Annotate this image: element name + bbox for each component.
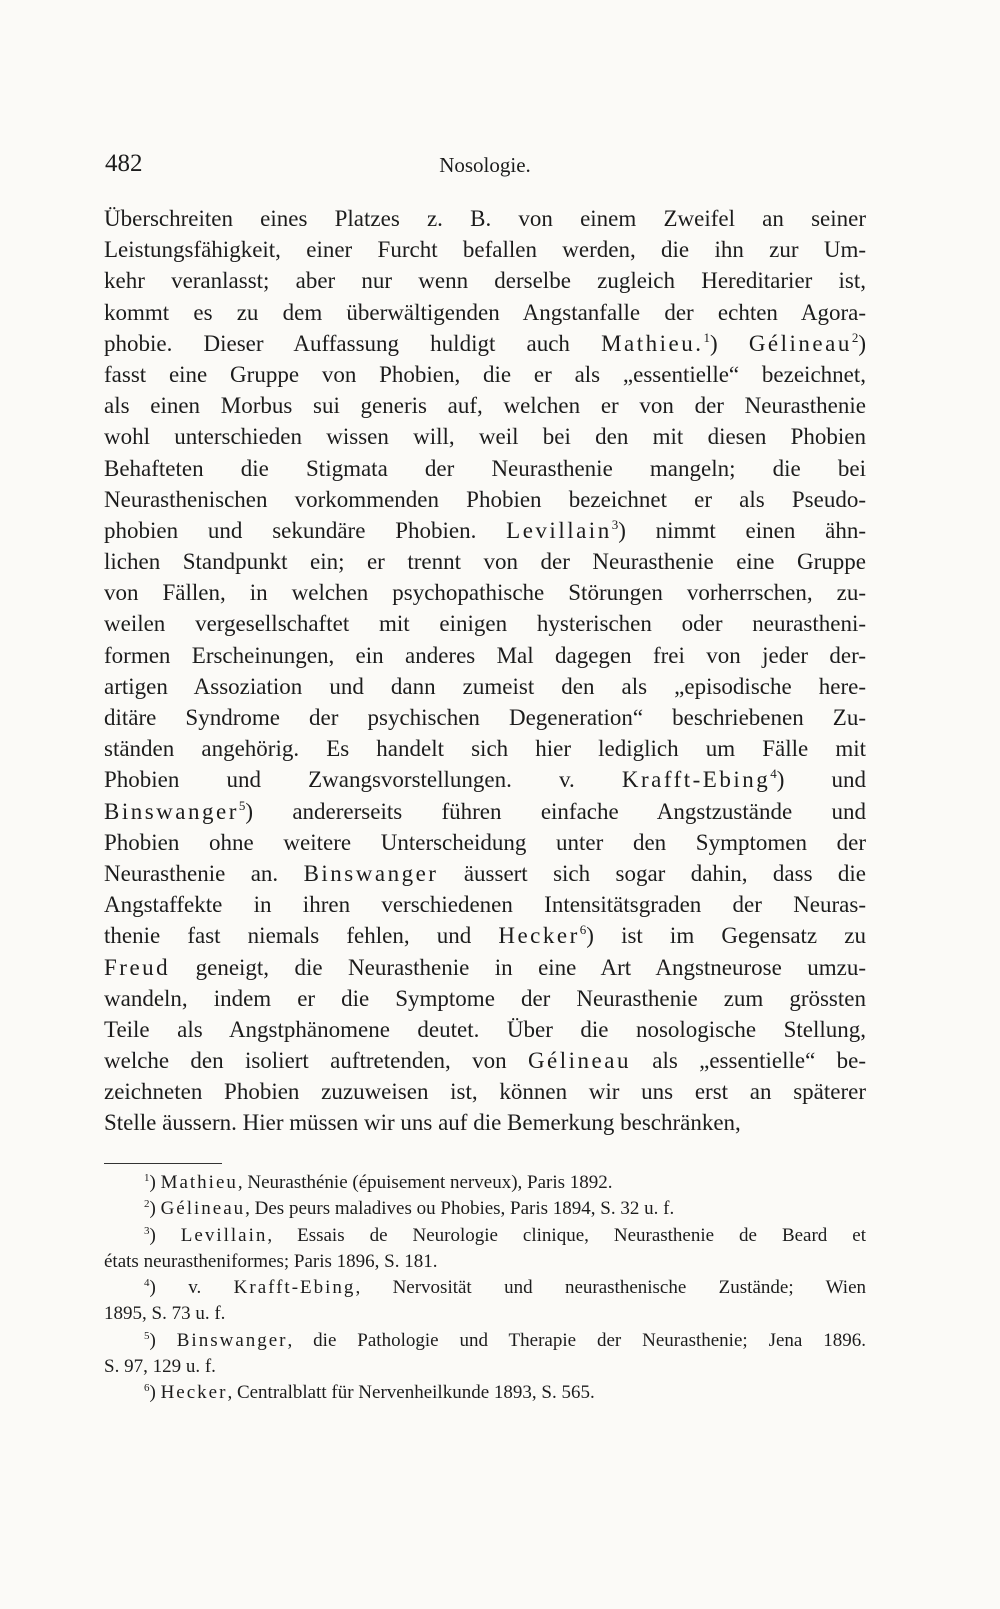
- text-line: kehr veranlasst; aber nur wenn derselbe zugleich Hereditarier ist,: [104, 268, 866, 294]
- footnote-marker: 6: [144, 1382, 150, 1395]
- footnote-prefix: v.: [188, 1277, 202, 1299]
- text-line: Teile als Angstphänomene deutet. Über die nosologische Stellung,: [104, 1016, 866, 1042]
- footnote-ref: 3: [611, 516, 619, 532]
- footnote-text: , Centralblatt für Nervenheilkunde 1893, S. 565.: [227, 1382, 595, 1404]
- footnote-5: $^5$) Binswanger, die Pathologie und Therapie der Neurasthenie; Jena 1896.: [144, 1329, 867, 1351]
- footnote-marker: 3: [144, 1224, 150, 1237]
- footnote-marker: 2: [144, 1198, 150, 1211]
- text-line: [104, 328, 866, 359]
- author-name: Mathieu.: [601, 330, 704, 356]
- author-name: Hecker: [498, 923, 580, 949]
- text-fragment: als „essentielle“ be-: [652, 1048, 867, 1074]
- text-fragment: ) und: [776, 767, 866, 793]
- text-line: Leistungsfähigkeit, einer Furcht befallen werden, die ihn zur Um-: [104, 237, 866, 263]
- text-line: ditäre Syndrome der psychischen Degeneration“ beschriebenen Zu-: [104, 705, 866, 730]
- text-line: Phobien ohne weitere Unterscheidung unter den Symptomen der: [104, 829, 866, 855]
- footnote-ref-paren: ): [709, 330, 718, 356]
- footnote-author: Hecker: [160, 1382, 228, 1404]
- text-line: artigen Assoziation und dann zumeist den als „episodische here-: [104, 673, 866, 699]
- footnote-3-continued: états neurastheniformes; Paris 1896, S. 181.: [104, 1250, 438, 1272]
- footnote-text: , Nervosität und neurasthenische Zustände; Wien: [355, 1277, 867, 1299]
- text-line: Stelle äussern. Hier müssen wir uns auf die Bemerkung beschränken,: [104, 1110, 741, 1136]
- text-line: Angstaffekte in ihren verschiedenen Intensitätsgraden der Neuras-: [104, 892, 866, 918]
- text-line: Behafteten die Stigmata der Neurasthenie mangeln; die bei: [104, 455, 866, 481]
- text-line: [104, 920, 866, 951]
- footnote-text: , die Pathologie und Therapie der Neurasthenie; Jena 1896.: [287, 1329, 867, 1351]
- text-line: fasst eine Gruppe von Phobien, die er als „essentielle“ bezeichnet,: [104, 361, 866, 387]
- footnote-marker: 4: [144, 1277, 150, 1290]
- author-name: Gélineau: [748, 330, 852, 356]
- text-fragment: welche den isoliert auftretenden, von: [104, 1048, 507, 1074]
- text-line: wohl unterschieden wissen will, weil bei den mit diesen Phobien: [104, 424, 866, 450]
- footnote-author: Gélineau: [160, 1198, 246, 1220]
- footnote-text: , Neurasthénie (épuisement nerveux), Paris 1892.: [237, 1172, 613, 1193]
- footnote-author: Mathieu: [160, 1172, 238, 1193]
- text-line: zeichneten Phobien zuzuweisen ist, können wir uns erst an späterer: [104, 1079, 866, 1105]
- body-text: [104, 203, 866, 1139]
- text-line: Neurasthenischen vorkommenden Phobien bezeichnet er als Pseudo-: [104, 486, 866, 512]
- text-line: kommt es zu dem überwältigenden Angstanfalle der echten Agora-: [104, 299, 866, 325]
- footnote-ref: 4: [770, 766, 777, 782]
- text-fragment: ) nimmt einen ähn-: [618, 517, 866, 543]
- text-line: lichen Standpunkt ein; er trennt von der Neurasthenie eine Gruppe: [104, 549, 866, 575]
- text-line: [104, 858, 866, 889]
- footnote-author: Binswanger: [176, 1329, 288, 1351]
- text-fragment: thenie fast niemals fehlen, und: [104, 923, 472, 949]
- footnote-1: $^1$) Mathieu, Neurasthénie (épuisement nerveux), Paris 1892.: [144, 1172, 613, 1193]
- page-number: 482: [105, 150, 143, 177]
- footnote-4: $^4$) v. Krafft-Ebing, Nervosität und neurasthenische Zustände; Wien: [144, 1277, 867, 1299]
- running-head: Nosologie.: [439, 153, 531, 177]
- text-line: weilen vergesellschaftet mit einigen hysterischen oder neurastheni-: [104, 611, 866, 637]
- text-line: [104, 764, 866, 795]
- footnote-ref-paren: ): [858, 330, 866, 356]
- footnote-text: , Essais de Neurologie clinique, Neurasthenie de Beard et: [267, 1224, 866, 1246]
- text-fragment: phobie. Dieser Auffassung huldigt auch: [104, 330, 570, 356]
- footnote-6: $^6$) Hecker, Centralblatt für Nervenheilkunde 1893, S. 565.: [144, 1382, 595, 1404]
- text-line: als einen Morbus sui generis auf, welchen er von der Neurasthenie: [104, 393, 866, 419]
- text-fragment: äussert sich sogar dahin, dass die: [463, 860, 867, 886]
- text-line: wandeln, indem er die Symptome der Neurasthenie zum grössten: [104, 985, 866, 1011]
- text-line: ständen angehörig. Es handelt sich hier lediglich um Fälle mit: [104, 736, 866, 762]
- footnote-divider: [104, 1163, 222, 1164]
- text-fragment: Neurasthenie an.: [104, 860, 279, 886]
- footnote-2: $^2$) Gélineau, Des peurs maladives ou Phobies, Paris 1894, S. 32 u. f.: [144, 1198, 675, 1220]
- text-line: [104, 952, 866, 983]
- text-line: von Fällen, in welchen psychopathische Störungen vorherrschen, zu-: [104, 580, 866, 606]
- page-header: [105, 150, 865, 190]
- author-name: Freud: [104, 954, 171, 980]
- footnote-marker: 1: [144, 1172, 150, 1184]
- text-line: Überschreiten eines Platzes z. B. von einem Zweifel an seiner: [104, 206, 866, 231]
- text-fragment: phobien und sekundäre Phobien.: [104, 517, 477, 543]
- footnote-text: , Des peurs maladives ou Phobies, Paris 1894, S. 32 u. f.: [245, 1198, 675, 1220]
- text-fragment: ) andererseits führen einfache Angstzustände und: [245, 798, 866, 824]
- footnote-ref: 5: [238, 797, 246, 813]
- author-name: Binswanger: [104, 798, 239, 824]
- footnote-author: Levillain: [180, 1224, 268, 1246]
- text-line: [104, 1045, 866, 1076]
- text-fragment: geneigt, die Neurasthenie in eine Art Angstneurose umzu-: [195, 954, 867, 980]
- footnote-4-continued: 1895, S. 73 u. f.: [104, 1303, 226, 1325]
- text-fragment: Phobien und Zwangsvorstellungen. v.: [104, 767, 575, 793]
- author-name: Levillain: [506, 517, 612, 543]
- text-line: [104, 515, 866, 546]
- footnotes: [104, 1170, 866, 1407]
- text-line: formen Erscheinungen, ein anderes Mal dagegen frei von jeder der-: [104, 642, 866, 668]
- text-line: [104, 796, 866, 827]
- author-name: Binswanger: [303, 860, 439, 886]
- footnote-ref: 2: [851, 329, 859, 345]
- author-name: Gélineau: [527, 1048, 631, 1074]
- footnote-3: $^3$) Levillain, Essais de Neurologie clinique, Neurasthenie de Beard et: [144, 1224, 866, 1246]
- text-fragment: ) ist im Gegensatz zu: [586, 923, 866, 949]
- footnote-5-continued: S. 97, 129 u. f.: [104, 1356, 216, 1378]
- footnote-marker: 5: [144, 1329, 150, 1342]
- footnote-author: Krafft-Ebing: [233, 1277, 356, 1299]
- footnote-ref: 6: [579, 922, 587, 938]
- author-name: Krafft-Ebing: [621, 767, 771, 793]
- footnote-ref: 1: [703, 329, 710, 345]
